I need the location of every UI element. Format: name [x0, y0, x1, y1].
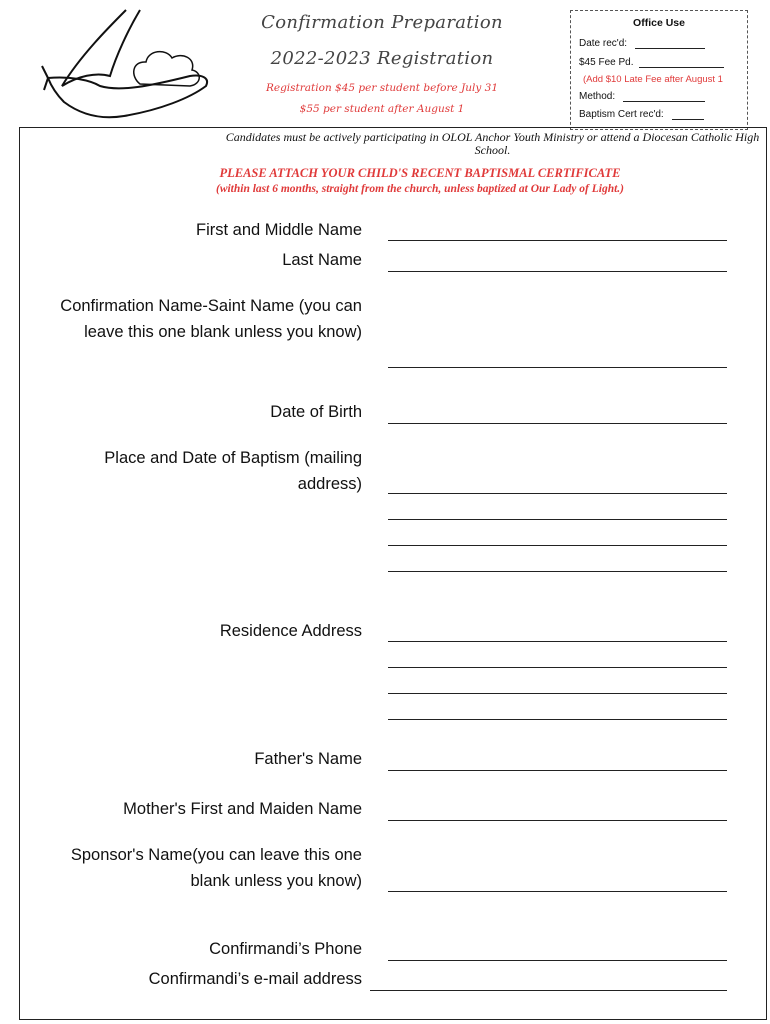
date-of-birth-label: Date of Birth: [270, 403, 362, 421]
logo-tail: [42, 66, 48, 90]
residence-address-line-1[interactable]: [388, 641, 727, 642]
logo-wing: [62, 10, 140, 86]
confirmation-name-label: Confirmation Name-Saint Name (you can leave this one blank unless you know): [60, 297, 362, 341]
form-subtitle: 2022-2023 Registration: [270, 48, 494, 69]
office-use-box: [570, 10, 748, 130]
confirmation-name-field[interactable]: [388, 367, 727, 368]
last-name-field[interactable]: [388, 271, 727, 272]
office-fee-paid-blank[interactable]: [639, 57, 724, 68]
office-date-received-label: Date rec'd:: [579, 38, 628, 49]
baptism-label: Place and Date of Baptism (mailing address): [104, 449, 362, 493]
residence-address-line-3[interactable]: [388, 693, 727, 694]
father-name-field[interactable]: [388, 770, 727, 771]
date-of-birth-field[interactable]: [388, 423, 727, 424]
last-name-label: Last Name: [282, 251, 362, 269]
office-late-fee-note: (Add $10 Late Fee after August 1: [583, 74, 723, 85]
phone-field[interactable]: [388, 960, 727, 961]
residence-address-line-2[interactable]: [388, 667, 727, 668]
email-label: Confirmandi’s e-mail address: [148, 970, 362, 988]
baptism-field-line-4[interactable]: [388, 571, 727, 572]
office-use-heading: Office Use: [633, 17, 685, 29]
office-date-received-blank[interactable]: [635, 38, 705, 49]
email-field[interactable]: [370, 990, 727, 991]
office-method-blank[interactable]: [623, 91, 705, 102]
mother-name-field[interactable]: [388, 820, 727, 821]
residence-address-label: Residence Address: [219, 622, 362, 640]
office-method-label: Method:: [579, 91, 616, 102]
father-name-label: Father's Name: [254, 750, 362, 768]
attach-certificate-note: PLEASE ATTACH YOUR CHILD'S RECENT BAPTISMAL CERTIFICATE: [219, 166, 621, 180]
baptism-field-line-2[interactable]: [388, 519, 727, 520]
office-baptism-cert-blank[interactable]: [672, 109, 704, 120]
form-title: Confirmation Preparation: [261, 12, 503, 33]
residence-address-line-4[interactable]: [388, 719, 727, 720]
eligibility-note: Candidates must be actively participating in OLOL Anchor Youth Ministry or attend a Diocesan Catholic High School.: [225, 130, 760, 157]
baptism-field-line-1[interactable]: [388, 493, 727, 494]
sponsor-name-field[interactable]: [388, 891, 727, 892]
sponsor-name-label: Sponsor's Name(you can leave this one blank unless you know): [70, 846, 362, 890]
office-method: [579, 91, 705, 102]
office-fee-paid-label: $45 Fee Pd.: [579, 57, 634, 68]
fee-note-early: Registration $45 per student before July 31: [265, 82, 499, 94]
office-baptism-cert: [579, 109, 704, 120]
baptism-field-line-3[interactable]: [388, 545, 727, 546]
office-date-received: [579, 38, 705, 49]
first-middle-name-label: First and Middle Name: [196, 221, 362, 239]
phone-label: Confirmandi’s Phone: [209, 940, 362, 958]
office-fee-paid: [579, 57, 724, 68]
first-middle-name-field[interactable]: [388, 240, 727, 241]
attach-certificate-detail: (within last 6 months, straight from the church, unless baptized at Our Lady of Light.): [215, 183, 624, 195]
dove-logo: [40, 6, 212, 140]
office-baptism-cert-label: Baptism Cert rec'd:: [579, 109, 664, 120]
mother-name-label: Mother's First and Maiden Name: [123, 800, 362, 818]
fee-note-late: $55 per student after August 1: [299, 103, 465, 115]
